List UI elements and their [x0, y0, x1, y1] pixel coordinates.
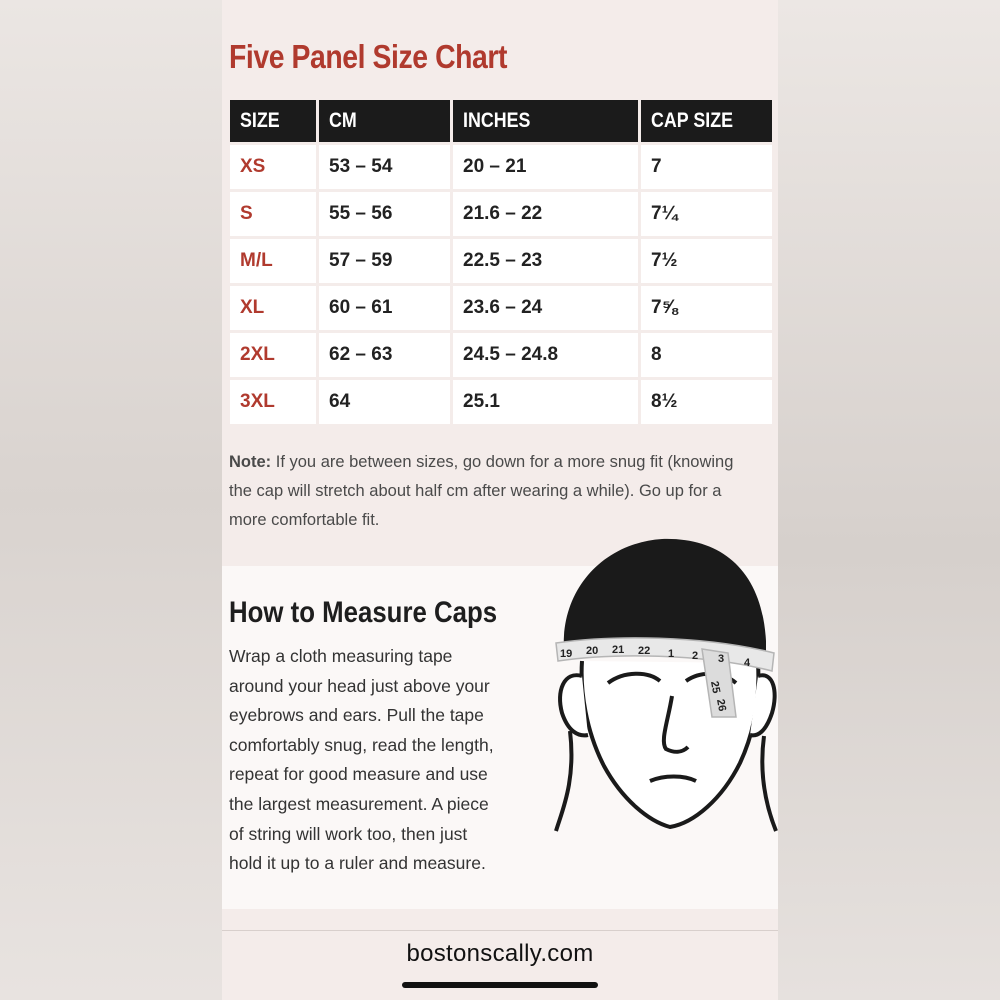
size-cell: XS: [230, 145, 316, 189]
header-cap-size: CAP SIZE: [641, 100, 772, 142]
instruction-line: Wrap a cloth measuring tape: [229, 646, 453, 666]
cap-size-cell: 8: [641, 333, 772, 377]
note-line-1: If you are between sizes, go down for a more snug fit (knowing: [271, 453, 734, 471]
tape-number: 20: [586, 645, 599, 657]
tape-number: 1: [668, 648, 675, 660]
header-cm: CM: [319, 100, 450, 142]
note-line-2: the cap will stretch about half cm after wearing a while). Go up for a: [229, 482, 722, 500]
instruction-line: eyebrows and ears. Pull the tape: [229, 705, 484, 726]
instruction-line: of string will work too, then just: [229, 823, 468, 844]
instruction-line: around your head just above your: [229, 675, 490, 696]
footer-divider: [222, 930, 778, 931]
table-row: [230, 239, 772, 283]
measure-title: How to Measure Caps: [229, 596, 498, 629]
size-table: [227, 97, 775, 427]
tape-number: 21: [612, 644, 625, 656]
cm-cell: 62 – 63: [319, 333, 450, 377]
table-row: [230, 145, 772, 189]
inches-cell: 20 – 21: [453, 145, 638, 189]
cm-cell: 60 – 61: [319, 286, 450, 330]
how-to-measure-section: [222, 566, 778, 909]
tape-number: 19: [560, 648, 573, 660]
inches-cell: 25.1: [453, 380, 638, 424]
instruction-line: comfortably snug, read the length,: [229, 734, 494, 755]
size-chart-page: [222, 0, 778, 1000]
size-cell: M/L: [230, 239, 316, 283]
table-row: [230, 192, 772, 236]
table-row: [230, 333, 772, 377]
cm-cell: 53 – 54: [319, 145, 450, 189]
tape-number: 25: [708, 680, 723, 695]
instruction-line: hold it up to a ruler and measure.: [229, 853, 486, 874]
blurred-background-right: [778, 0, 1000, 1000]
tape-number: 4: [744, 657, 751, 669]
tape-number: 22: [638, 645, 651, 657]
cap-size-cell: 7½: [641, 239, 772, 283]
size-cell: 2XL: [230, 333, 316, 377]
cap-size-cell: 7⅝: [641, 286, 772, 330]
note-line-3: more comfortable fit.: [229, 511, 380, 529]
size-cell: 3XL: [230, 380, 316, 424]
note-label: Note:: [229, 453, 272, 471]
header-size: SIZE: [230, 100, 316, 142]
inches-cell: 22.5 – 23: [453, 239, 638, 283]
site-url[interactable]: bostonscally.com: [406, 940, 594, 967]
cm-cell: 57 – 59: [319, 239, 450, 283]
size-cell: S: [230, 192, 316, 236]
tape-number: 26: [714, 698, 729, 713]
inches-cell: 23.6 – 24: [453, 286, 638, 330]
table-header-row: [230, 100, 772, 142]
head-with-measuring-tape-icon: [552, 531, 778, 851]
cap-size-cell: 7¼: [641, 192, 772, 236]
cm-cell: 64: [319, 380, 450, 424]
table-row: [230, 286, 772, 330]
inches-cell: 24.5 – 24.8: [453, 333, 638, 377]
cap-size-cell: 7: [641, 145, 772, 189]
blurred-background-left: [0, 0, 222, 1000]
tape-number: 3: [718, 653, 725, 665]
tape-number: 2: [692, 650, 699, 662]
measure-instructions: [229, 642, 539, 879]
inches-cell: 21.6 – 22: [453, 192, 638, 236]
table-row: [230, 380, 772, 424]
size-cell: XL: [230, 286, 316, 330]
fit-note: [229, 448, 778, 535]
cap-size-cell: 8½: [641, 380, 772, 424]
instruction-line: the largest measurement. A piece: [229, 793, 489, 814]
home-indicator[interactable]: [402, 982, 598, 988]
instruction-line: repeat for good measure and use: [229, 764, 488, 785]
cm-cell: 55 – 56: [319, 192, 450, 236]
header-inches: INCHES: [453, 100, 638, 142]
page-title: Five Panel Size Chart: [229, 38, 508, 75]
